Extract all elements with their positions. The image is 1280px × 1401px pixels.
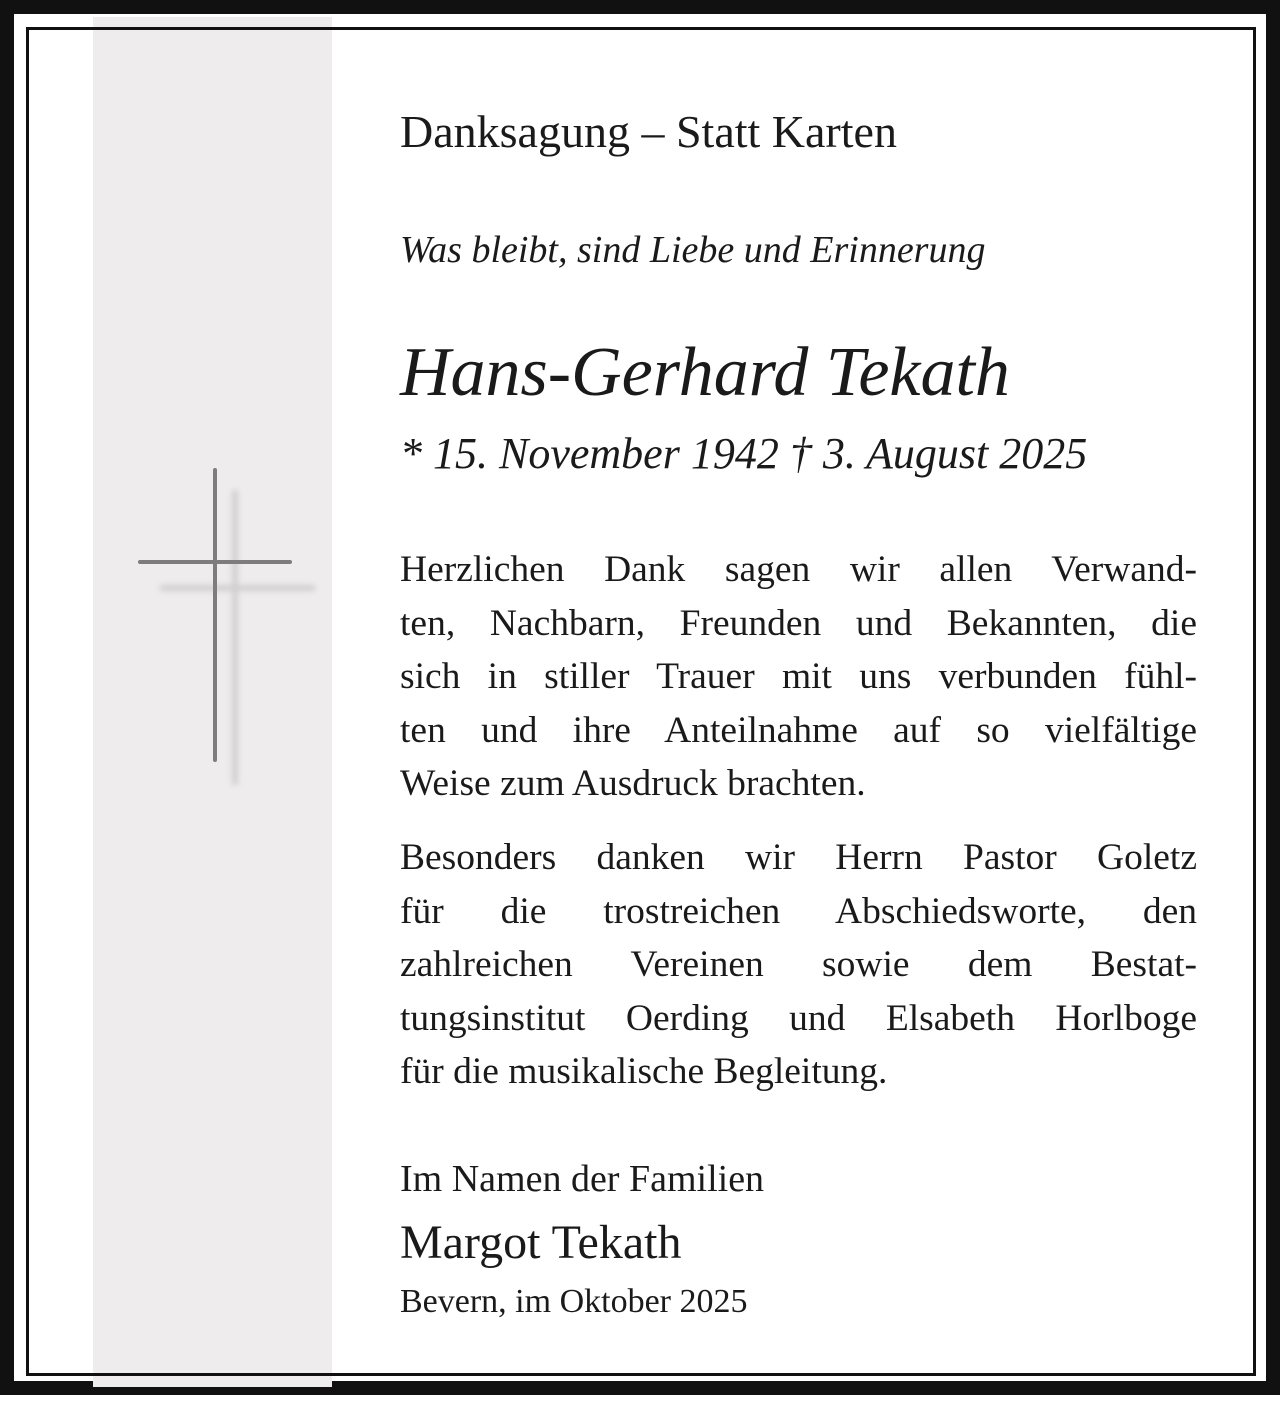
- life-dates: * 15. November 1942 † 3. August 2025: [400, 429, 1088, 478]
- paragraph-line: ten und ihre Anteilnahme auf so vielfältige: [400, 709, 1197, 751]
- place-date: Bevern, im Oktober 2025: [400, 1283, 748, 1320]
- thanks-paragraph-2: [400, 831, 1197, 1099]
- paragraph-line: Weise zum Ausdruck brachten.: [400, 763, 866, 804]
- paragraph-line: für die musikalische Begleitung.: [400, 1051, 888, 1092]
- paragraph-line: tungsinstitut Oerding und Elsabeth Horlboge: [400, 997, 1197, 1039]
- paragraph-line: Besonders danken wir Herrn Pastor Goletz: [400, 837, 1197, 878]
- signoff: Im Namen der Familien: [400, 1158, 765, 1200]
- paragraph-line: sich in stiller Trauer mit uns verbunden fühl-: [400, 656, 1197, 697]
- motto: Was bleibt, sind Liebe und Erinnerung: [400, 229, 986, 271]
- thanks-paragraph-1: [400, 543, 1197, 811]
- paragraph-line: zahlreichen Vereinen sowie dem Bestat-: [400, 944, 1197, 985]
- paragraph-line: für die trostreichen Abschiedsworte, den: [400, 890, 1197, 932]
- signer-name: Margot Tekath: [400, 1216, 682, 1269]
- notice-heading: Danksagung – Statt Karten: [400, 106, 897, 157]
- paragraph-line: Herzlichen Dank sagen wir allen Verwand-: [400, 549, 1197, 590]
- deceased-name: Hans-Gerhard Tekath: [400, 334, 1010, 411]
- paragraph-line: ten, Nachbarn, Freunden und Bekannten, die: [400, 602, 1197, 644]
